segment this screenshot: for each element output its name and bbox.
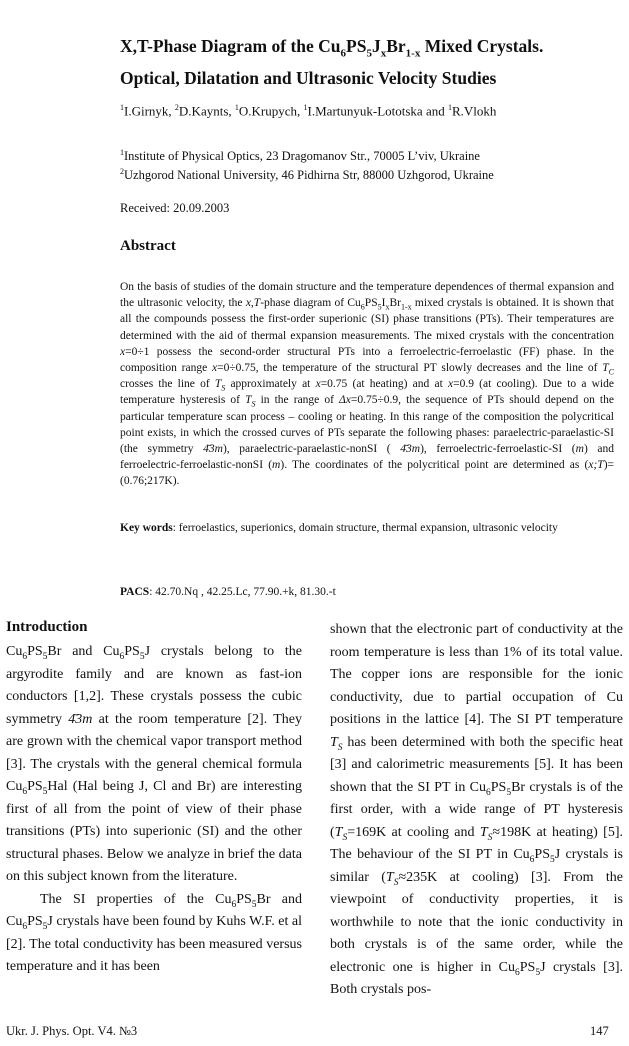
pacs-value: : 42.70.Nq , 42.25.Lc, 77.90.+k, 81.30.-t — [149, 586, 336, 598]
author-name: I.Girnyk, — [124, 103, 175, 119]
pacs-label: PACS — [120, 586, 150, 598]
author-list: $^1$I.Girnyk, $^2$D.Kaynts, $^1$O.Krupych, $^1$I.Martunyuk-Lototska and $^1$R.Vlokh — [120, 103, 497, 119]
page-number: 147 — [590, 1024, 609, 1038]
keywords-label: Key words — [120, 522, 173, 534]
body-column-right — [330, 619, 623, 1002]
paragraph: $Cu_6PS_5Br$ and $Cu_6PS_5J$ crystals belong to the argyrodite family and are known as fast-ion conductors [1,2]. These crystals possess the cubic symmetry 4̄3m at the room temperature [2]. They are grown with the chemical vapor transport method [3]. The crystals with the general chemical formula $Cu_6PS_5Hal$ (Hal being J, Cl and Br) are interesting first of all from the point of view of their phase transitions (PTs) into superionic (SI) and the other structural phases. Below we analyze in brief the data on this subject known from the literature. — [6, 644, 302, 884]
abstract-heading: Abstract — [120, 238, 176, 254]
author-name: I.Martunyuk-Lototska and — [307, 103, 448, 119]
abstract-body: On the basis of studies of the domain structure and the temperature dependences of thermal expansion and the ultrasonic velocity, the x,T-phase diagram of $Cu_6PS_5I_xBr_{1-x}$ mixed crystals is obtained. It is shown that all the compounds possess the first-order superionic (SI) phase transitions (PTs). Their temperatures are determined with the aid of thermal expansion measurements. The mixed crystals with the concentration x=0÷1 possess the second-order structural PTs into a ferroelectric-ferroelastic (FF) phase. In the composition range x=0÷0.75, the temperature of the structural PT slowly decreases and the line of $T_C$ crosses the line of $T_S$ approximately at x=0.75 (at heating) and at x=0.9 (at cooling). Due to a wide temperature hysteresis of $T_S$ in the range of Δx=0.75÷0.9, the sequence of PTs should depend on the particular temperature scan process – cooling or heating. In this range of the composition the polycritical point exists, in which the crossed curves of PTs separate the following phases: paraelectric-paraelastic-SI (the symmetry 4̄3m), paraelectric-paraelastic-nonSI ( 4̄3m), ferroelectric-ferroelastic-SI (m) and ferroelectric-ferroelastic-nonSI (m). The coordinates of the polycritical point are determined as (x;T)=(0.76;217K). — [120, 281, 615, 488]
keywords: Key words: ferroelastics, superionics, domain structure, thermal expansion, ultrasonic velocity — [120, 520, 614, 536]
body-column-left — [6, 641, 302, 979]
affiliation: $^1$Institute of Physical Optics, 23 Dragomanov Str., 70005 L’viv, Ukraine — [120, 148, 480, 164]
author-name: D.Kaynts, — [178, 103, 235, 119]
introduction-heading: Introduction — [6, 619, 88, 635]
paper-title-line2: Optical, Dilatation and Ultrasonic Velocity Studies — [120, 67, 497, 88]
paper-title-line1: X,T-Phase Diagram of the $Cu_6PS_5J_xBr_{1-x}$ Mixed Crystals. — [120, 36, 544, 60]
paragraph: The SI properties of the $Cu_6PS_5Br$ and $Cu_6PS_5J$ crystals have been found by Kuhs W.F. et al [2]. The total conductivity has been measured versus temperature and it has been — [6, 891, 302, 974]
paper-title — [120, 34, 620, 90]
author-name: R.Vlokh — [451, 103, 497, 119]
journal-footer: Ukr. J. Phys. Opt. V4. №3 — [6, 1024, 138, 1038]
affiliation: $^2$Uzhgorod National University, 46 Pidhirna Str, 88000 Uzhgorod, Ukraine — [120, 167, 494, 183]
received-date: Received: 20.09.2003 — [120, 201, 230, 215]
paragraph: shown that the electronic part of conductivity at the room temperature is less than 1% of its total value. The copper ions are responsible for the ionic conductivity, due to partial occupation of Cu positions in the lattice [4]. The SI PT temperature $T_S$ has been determined with both the specific heat [3] and calorimetric measurements [5]. It has been shown that the SI PT in $Cu_6PS_5Br$ crystals is of the first order, with a wide range of PT hysteresis ($T_S=169K$ at cooling and $T_S\approx 198K$ at heating) [5]. The behaviour of the SI PT in $Cu_6PS_5J$ crystals is similar ($T_S\approx 235K$ at cooling) [3]. From the viewpoint of conductivity properties, it is worthwhile to note that the ionic conductivity in both crystals is of the same order, while the electronic one is higher in $Cu_6PS_5J$ crystals [3]. Both crystals pos- — [330, 622, 624, 997]
pacs — [120, 586, 336, 598]
affiliation-list — [120, 145, 620, 183]
keywords-value: ferroelastics, superionics, domain structure, thermal expansion, ultrasonic velocity — [178, 522, 558, 534]
author-name: O.Krupych, — [238, 103, 304, 119]
